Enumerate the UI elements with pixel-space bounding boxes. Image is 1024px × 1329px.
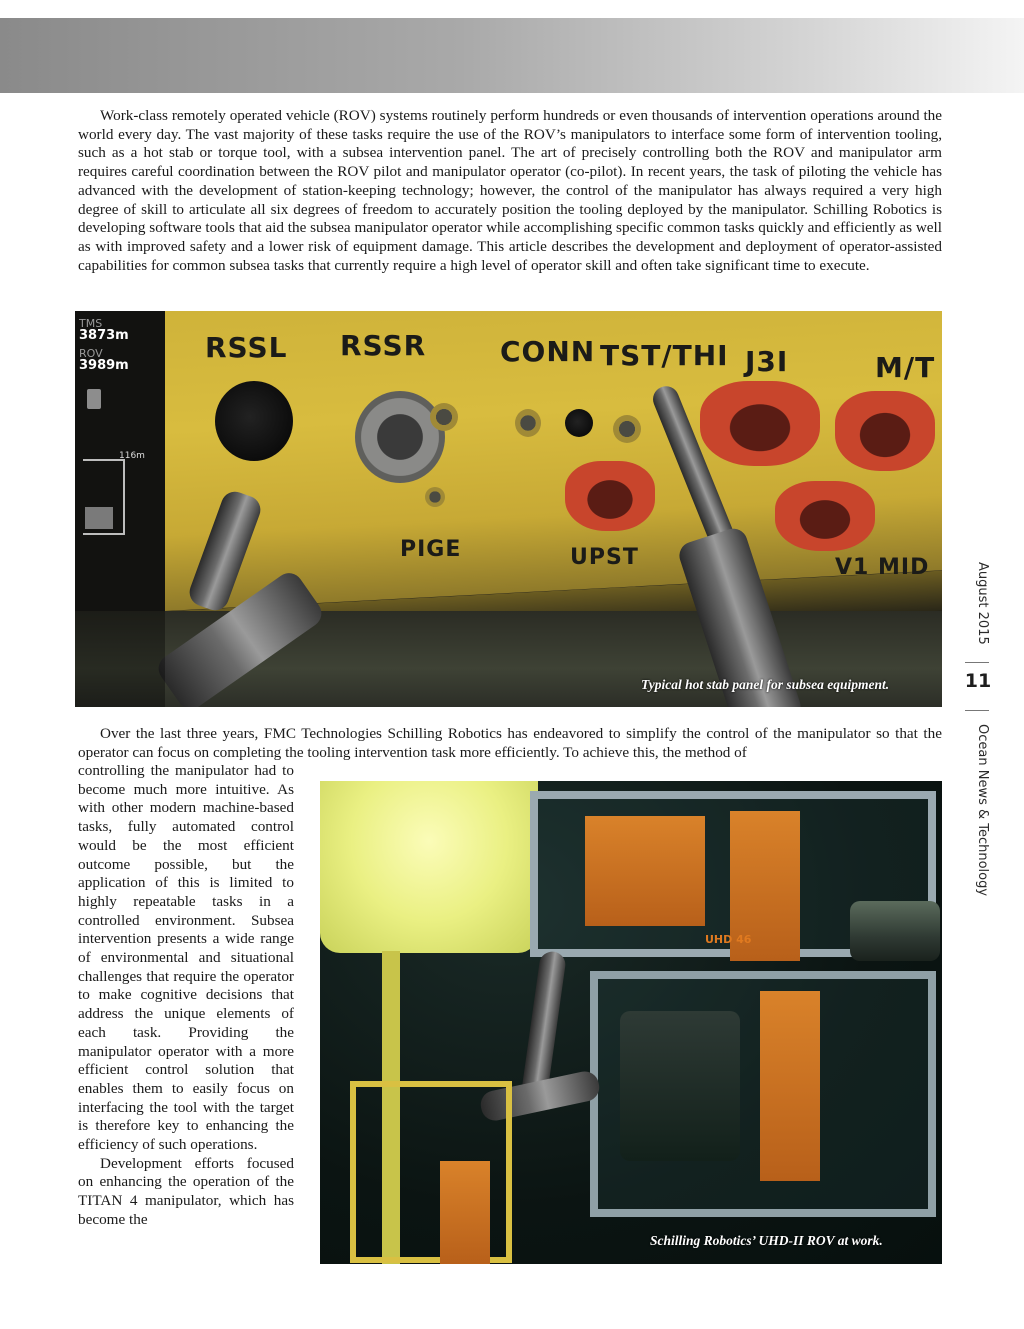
stencil-tst-thi: TST/THI <box>600 339 729 372</box>
flood-lamp <box>320 781 538 953</box>
tms-label: TMS <box>79 317 103 330</box>
hot-stab-port <box>565 409 593 437</box>
rov-depth: 3989m <box>79 358 129 373</box>
hud-indicator <box>87 389 101 409</box>
orange-frame-post <box>760 991 820 1181</box>
tms-depth: 3873m <box>79 328 129 343</box>
issue-date: August 2015 <box>975 562 990 645</box>
sidebar-rule-top <box>965 662 989 663</box>
stencil-mt: M/T <box>875 351 936 384</box>
hud-marker <box>85 507 113 529</box>
altitude-value: 116m <box>119 451 145 461</box>
second-paragraph-lead: Over the last three years, FMC Technologies Schilling Robotics has endeavored to simplify the control of the manipulator so that the operator can focus on completing the tooling intervention task more efficiently. To achieve this, the method of <box>78 725 942 761</box>
stencil-rssr: RSSR <box>340 329 427 362</box>
hot-stab-port <box>613 415 641 443</box>
rov-label: ROV <box>79 347 103 360</box>
column-paragraph-2: Development efforts focused on enhancing the operation of the TITAN 4 manipulator, which has become the <box>78 1154 294 1228</box>
rov-tag: UHD 46 <box>705 933 752 946</box>
publication-name: Ocean News & Technology <box>975 724 990 897</box>
figure1-caption: Typical hot stab panel for subsea equipment. <box>641 677 890 692</box>
red-dust-cap <box>835 391 935 471</box>
intro-paragraph: Work-class remotely operated vehicle (ROV) systems routinely perform hundreds or even thousands of intervention operations around the world every day. The vast majority of these tasks require the use of the ROV’s manipulators to interface some form of intervention tooling, such as a hot stab or torque tool, with a subsea intervention panel. The art of precisely controlling both the ROV and manipulator arm requires careful coordination between the ROV pilot and manipulator operator (co-pilot). In recent years, the task of piloting the vehicle has advanced with the development of station-keeping technology; however, the control of the manipulator has always required a very high degree of skill to articulate all six degrees of freedom to accurately position the tooling deployed by the manipulator. Schilling Robotics is developing software tools that aid the subsea manipulator operator while accomplishing specific common tasks quickly and efficiently as well as with improved safety and a lower risk of equipment damage. This article describes the development and deployment of operator-assisted capabilities for common subsea tasks that currently require a high level of operator skill and often take significant time to execute. <box>78 107 942 274</box>
header-band <box>0 18 1024 93</box>
stencil-upst: UPST <box>570 545 639 570</box>
uhd-rov-photo <box>320 781 942 1264</box>
rov-depth-hud <box>75 311 165 707</box>
figure2-caption: Schilling Robotics’ UHD-II ROV at work. <box>650 1233 883 1248</box>
column-paragraph-1: controlling the manipulator had to become much more intuitive. As with other modern machine-based tasks, fully automated control would be the most efficient outcome possible, but the application of this is limited to highly repeatable tasks in a controlled environment. Subsea intervention presents a wide range of environmental and situational challenges that require the operator to make cognitive decisions that address the unique elements of each task. Providing the manipulator operator with a more efficient control solution that enables them to easily focus on interfacing the tool with the target is therefore key to enhancing the efficiency of such operations. <box>78 762 294 1154</box>
stencil-j3i: J3I <box>745 345 789 378</box>
page-number: 11 <box>964 670 992 692</box>
hot-stab-panel-photo <box>75 311 942 707</box>
narrow-column <box>78 762 294 1230</box>
electronics-bay <box>620 1011 740 1161</box>
stencil-pige: PIGE <box>400 537 462 562</box>
orange-buoyancy-block <box>585 816 705 926</box>
red-dust-cap <box>565 461 655 531</box>
receptacle-flange <box>355 391 445 483</box>
stencil-conn: CONN <box>500 335 596 368</box>
hot-stab-port <box>515 409 541 437</box>
red-dust-cap <box>700 381 820 466</box>
orange-tool-post <box>440 1161 490 1264</box>
stencil-v1-mid: V1 MID <box>835 555 930 580</box>
stencil-rssl: RSSL <box>205 331 288 364</box>
bolt-hole <box>430 403 458 431</box>
sidebar-rule-bottom <box>965 710 989 711</box>
bolt-hole <box>425 487 445 507</box>
receptacle-dark <box>215 381 293 461</box>
red-dust-cap <box>775 481 875 551</box>
thruster <box>850 901 940 961</box>
